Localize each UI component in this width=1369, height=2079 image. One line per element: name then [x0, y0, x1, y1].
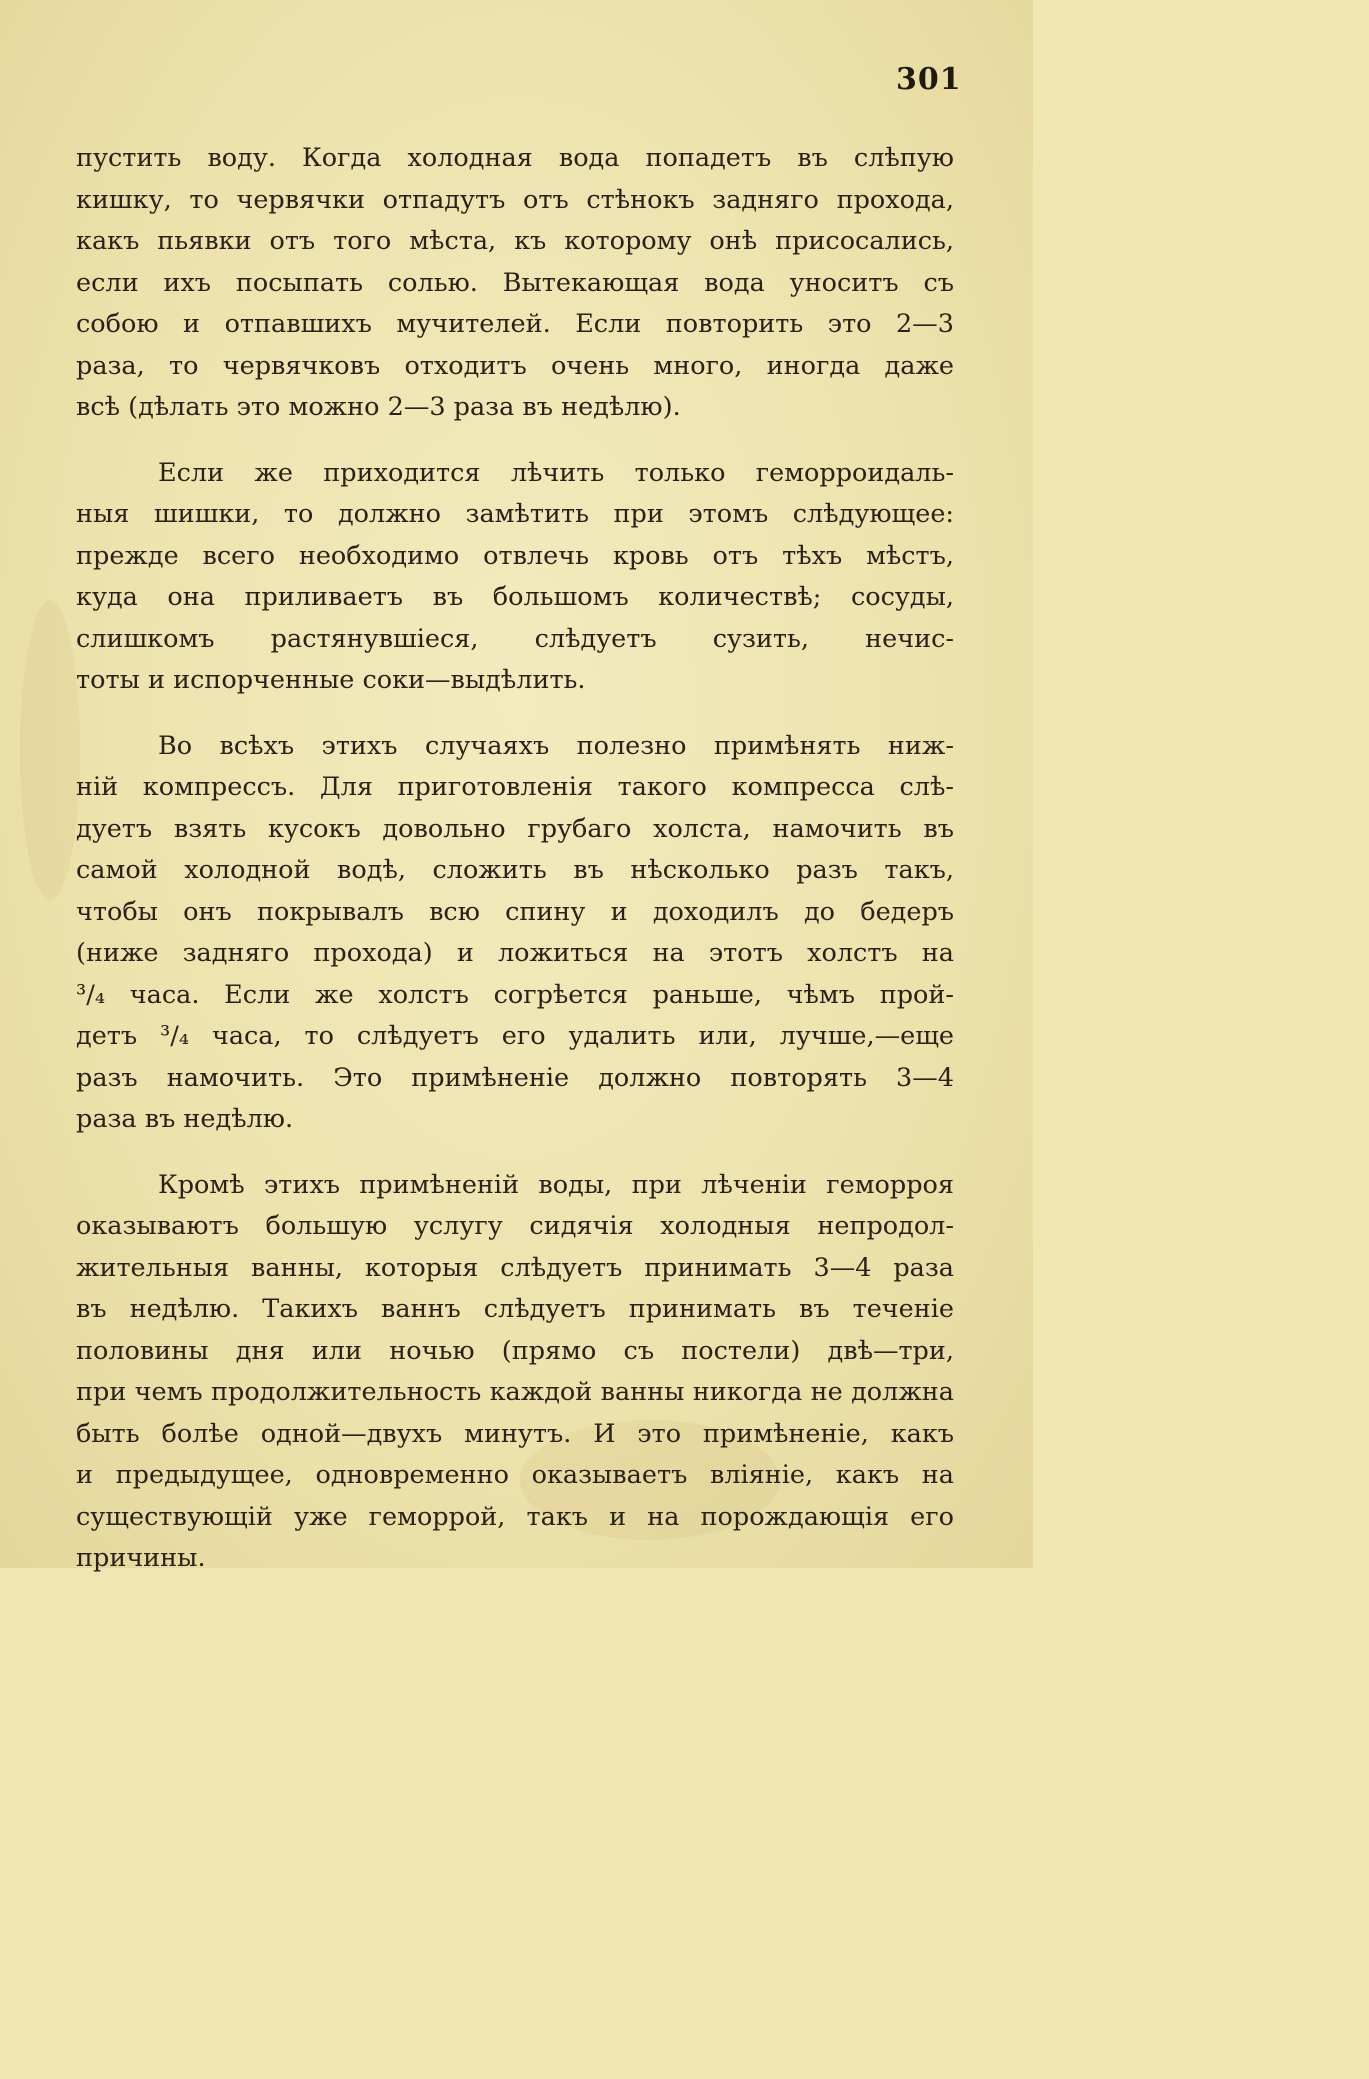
text-line: всѣ (дѣлать это можно 2—3 раза въ недѣлю). [76, 392, 681, 422]
text-line: оказываютъ большую услугу сидячія холодныя непродол- [76, 1211, 954, 1241]
text-line: чтобы онъ покрывалъ всю спину и доходилъ до бедеръ [76, 896, 954, 927]
text-line: тоты и испорченные соки—выдѣлить. [76, 665, 586, 695]
text-line: если ихъ посыпать солью. Вытекающая вода уноситъ съ [76, 267, 954, 298]
paragraph [76, 1165, 954, 1580]
text-line: слишкомъ растянувшіеся, слѣдуетъ сузить, нечис- [76, 623, 954, 654]
text-line: жительныя ванны, которыя слѣдуетъ принимать 3—4 раза [76, 1252, 954, 1283]
text-line: ній компрессъ. Для приготовленія такого компресса слѣ- [76, 772, 954, 802]
text-line: существующій уже геморрой, такъ и на порождающія его [76, 1501, 954, 1532]
text-line: детъ ³/₄ часа, то слѣдуетъ его удалить или, лучше,—еще [76, 1021, 954, 1051]
text-line: куда она приливаетъ въ большомъ количествѣ; сосуды, [76, 582, 954, 612]
text-line: Во всѣхъ этихъ случаяхъ полезно примѣнять ниж- [158, 730, 954, 761]
text-line: при чемъ продолжительность каждой ванны никогда не должна [76, 1377, 954, 1407]
text-line: причины. [76, 1543, 206, 1573]
text-line: раза, то червячковъ отходитъ очень много, иногда даже [76, 350, 954, 381]
text-line: собою и отпавшихъ мучителей. Если повторить это 2—3 [76, 309, 954, 339]
text-line: какъ пьявки отъ того мѣста, къ которому онѣ присосались, [76, 226, 954, 256]
paper-stain [20, 600, 80, 900]
text-line: раза въ недѣлю. [76, 1104, 294, 1134]
text-line: и предыдущее, одновременно оказываетъ вліяніе, какъ на [76, 1460, 954, 1490]
text-line: Кромѣ этихъ примѣненій воды, при лѣченіи геморроя [158, 1169, 954, 1200]
text-line: кишку, то червячки отпадутъ отъ стѣнокъ задняго прохода, [76, 184, 954, 215]
paragraph [76, 726, 954, 1141]
text-line: половины дня или ночью (прямо съ постели) двѣ—три, [76, 1335, 954, 1366]
text-line: ныя шишки, то должно замѣтить при этомъ слѣдующее: [76, 499, 954, 529]
text-line: дуетъ взять кусокъ довольно грубаго холста, намочить въ [76, 813, 954, 844]
text-line: ³/₄ часа. Если же холстъ согрѣется раньше, чѣмъ прой- [76, 979, 954, 1010]
page-number: 301 [896, 62, 962, 97]
body-text [76, 138, 954, 1604]
text-line: самой холодной водѣ, сложить въ нѣсколько разъ такъ, [76, 855, 954, 885]
paragraph [76, 138, 954, 429]
text-line: (ниже задняго прохода) и ложиться на этотъ холстъ на [76, 938, 954, 968]
text-line: въ недѣлю. Такихъ ваннъ слѣдуетъ принимать въ теченіе [76, 1294, 954, 1324]
paragraph [76, 453, 954, 702]
text-line: прежде всего необходимо отвлечь кровь отъ тѣхъ мѣстъ, [76, 540, 954, 571]
text-line: Если же приходится лѣчить только геморроидаль- [158, 457, 954, 488]
text-line: быть болѣе одной—двухъ минутъ. И это примѣненіе, какъ [76, 1418, 954, 1449]
text-line: разъ намочить. Это примѣненіе должно повторять 3—4 [76, 1062, 954, 1093]
text-line: пустить воду. Когда холодная вода попадетъ въ слѣпую [76, 143, 954, 173]
